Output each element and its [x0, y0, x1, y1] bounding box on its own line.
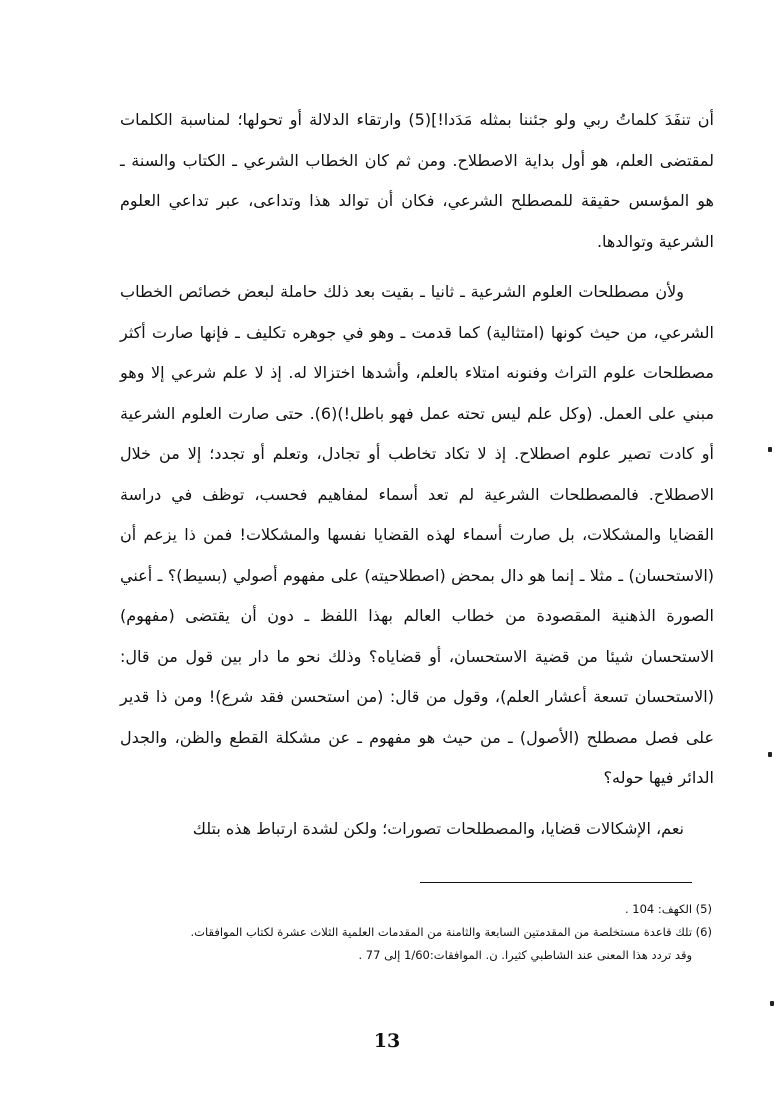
text-line: تخاطب أو تجادل، وتعلم أو تجدد؛ إلا من خلال الاصطلاح. فالمصطلحات الشرعية لم: [120, 444, 714, 504]
paragraph: [120, 100, 714, 262]
paragraph: [120, 272, 714, 799]
footnote-separator: [420, 882, 692, 883]
footnotes: [118, 898, 712, 967]
text-line: الكتاب والسنة ـ هو المؤسس حقيقة للمصطلح الشرعي، فكان أن توالد هذا وتداعى،: [120, 150, 714, 210]
text-line: تعد أسماء لمفاهيم فحسب، توظف في دراسة القضايا والمشكلات، بل صارت أسماء: [120, 484, 714, 544]
text-line: لهذه القضايا نفسها والمشكلات! فمن ذا يزعم أن (الاستحسان) ـ مثلا ـ إنما هو دال: [120, 525, 715, 585]
text-line: باطل!)(6). حتى صارت العلوم الشرعية أو كادت تصير علوم اصطلاح. إذ لا تكاد: [120, 403, 714, 463]
footnote: (6) تلك قاعدة مستخلصة من المقدمتين السابعة والثامنة من المقدمات العلمية الثلاث عشرة لكتاب الموافقات.: [190, 925, 712, 939]
page-number: 13: [373, 1030, 401, 1052]
paragraph: [120, 809, 714, 850]
text-line: عبر تداعي العلوم الشرعية وتوالدها.: [120, 191, 714, 251]
footnote: (5) الكهف: 104 .: [624, 902, 712, 916]
text-line: من خطاب العالم بهذا اللفظ ـ دون أن يقتضى (مفهوم) الاستحسان شيئا من قضية: [120, 606, 714, 666]
text-line: ولأن مصطلحات العلوم الشرعية ـ ثانيا ـ بقيت بعد ذلك حاملة لبعض: [237, 282, 684, 301]
main-text: [120, 100, 714, 859]
scan-artifact: [768, 447, 772, 452]
text-line: مصطلح (الأصول) ـ من حيث هو مفهوم ـ عن مشكلة القطع والظن، والجدل الدائر: [120, 727, 714, 787]
text-line: أن تنفَدَ كلماتُ ربي ولو جئننا بمثله مَدَدا!](5) وارتقاء الدلالة أو تحولها؛ لمناسبة: [179, 110, 714, 129]
text-line: الكلمات لمقتضى العلم، هو أول بداية الاصطلاح. ومن ثم كان الخطاب الشرعي ـ: [120, 110, 714, 170]
text-line: تكليف ـ فإنها صارت أكثر مصطلحات علوم التراث وفنونه امتلاء بالعلم، وأشدها: [120, 322, 714, 382]
text-line: بمحض (اصطلاحيته) على مفهوم أصولي (بسيط)؟ ـ أعني الصورة الذهنية المقصودة: [120, 565, 714, 625]
text-line: فيها حوله؟: [603, 768, 674, 787]
text-line: خصائص الخطاب الشرعي، من حيث كونها (امتثالية) كما قدمت ـ وهو في جوهره: [120, 282, 714, 342]
scan-artifact: [770, 1001, 774, 1006]
scan-artifact: [768, 752, 772, 757]
text-line: اختزالا له. إذ لا علم شرعي إلا وهو مبني على العمل. (وكل علم ليس تحته عمل فهو: [120, 363, 715, 423]
text-line: أعشار العلم)، وقول من قال: (من استحسن فقد شرع)! ومن ذا قدير على فصل: [120, 687, 714, 747]
text-line: نعم، الإشكالات قضايا، والمصطلحات تصورات؛ ولكن لشدة ارتباط هذه بتلك: [192, 818, 684, 838]
text-line: الاستحسان، أو قضاياه؟ وذلك نحو ما دار بين قول من قال: (الاستحسان تسعة: [120, 646, 714, 706]
footnote-continuation: وقد تردد هذا المعنى عند الشاطبي كثيرا. ن. الموافقات:1/60 إلى 77 .: [358, 948, 692, 962]
